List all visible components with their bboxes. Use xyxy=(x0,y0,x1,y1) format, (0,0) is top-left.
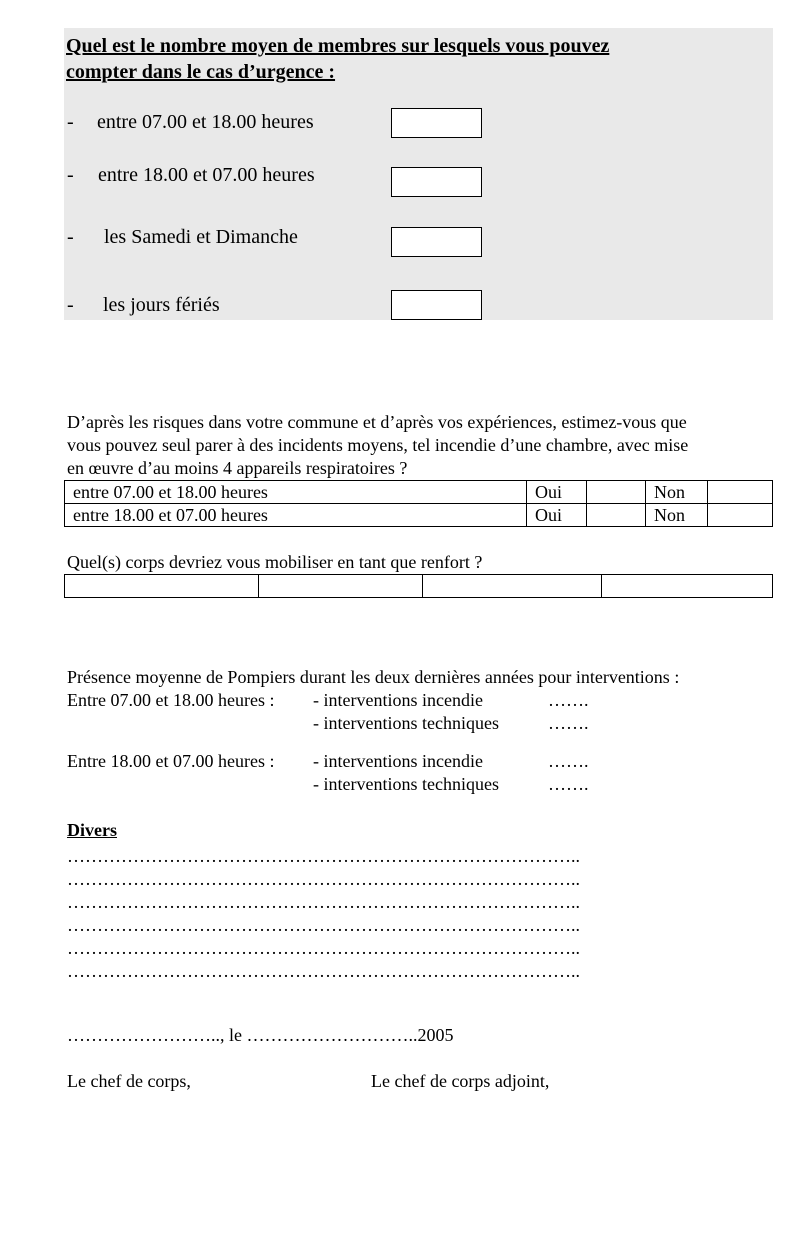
risk-question-line2: vous pouvez seul parer à des incidents moyens, tel incendie d’une chambre, avec mise xyxy=(67,435,689,455)
period-label-weekend: les Samedi et Dimanche xyxy=(104,226,298,248)
risk-question-line3: en œuvre d’au moins 4 appareils respiratoires ? xyxy=(67,458,408,478)
attendance-intro: Présence moyenne de Pompiers durant les deux dernières années pour interventions : xyxy=(67,667,680,687)
risk-answer-table xyxy=(64,480,773,527)
divers-line[interactable]: ………………………………………………………………………….. xyxy=(67,961,580,981)
yes-checkbox-cell[interactable] xyxy=(587,481,646,504)
period-cell: entre 18.00 et 07.00 heures xyxy=(65,504,527,527)
divers-heading: Divers xyxy=(67,820,117,840)
reinforcement-table xyxy=(64,574,773,598)
divers-line[interactable]: ………………………………………………………………………….. xyxy=(67,915,580,935)
divers-line[interactable]: ………………………………………………………………………….. xyxy=(67,869,580,889)
urgency-question-title-line2: compter dans le cas d’urgence : xyxy=(66,61,336,83)
reinforcement-question: Quel(s) corps devriez vous mobiliser en tant que renfort ? xyxy=(67,552,483,572)
technical-interventions-night-field[interactable]: ……. xyxy=(548,774,589,794)
reinforcement-cell[interactable] xyxy=(423,575,602,598)
table-row xyxy=(65,504,773,527)
period-cell: entre 07.00 et 18.00 heures xyxy=(65,481,527,504)
technical-interventions-label: - interventions techniques xyxy=(313,774,499,794)
members-day-input[interactable] xyxy=(391,108,482,138)
yes-checkbox-cell[interactable] xyxy=(587,504,646,527)
list-dash: - xyxy=(67,294,74,316)
list-dash: - xyxy=(67,164,74,186)
fire-interventions-day-field[interactable]: ……. xyxy=(548,690,589,710)
risk-question-line1: D’après les risques dans votre commune et d’après vos expériences, estimez-vous que xyxy=(67,412,687,432)
members-holidays-input[interactable] xyxy=(391,290,482,320)
list-dash: - xyxy=(67,111,74,133)
urgency-question-title-line1: Quel est le nombre moyen de membres sur lesquels vous pouvez xyxy=(66,35,610,57)
technical-interventions-label: - interventions techniques xyxy=(313,713,499,733)
members-night-input[interactable] xyxy=(391,167,482,197)
no-label-cell: Non xyxy=(646,504,708,527)
reinforcement-cell[interactable] xyxy=(259,575,423,598)
reinforcement-cell[interactable] xyxy=(65,575,259,598)
divers-line[interactable]: ………………………………………………………………………….. xyxy=(67,938,580,958)
fire-interventions-label: - interventions incendie xyxy=(313,690,483,710)
period-label-night: entre 18.00 et 07.00 heures xyxy=(98,164,315,186)
list-dash: - xyxy=(67,226,74,248)
no-checkbox-cell[interactable] xyxy=(708,481,773,504)
divers-line[interactable]: ………………………………………………………………………….. xyxy=(67,892,580,912)
fire-interventions-label: - interventions incendie xyxy=(313,751,483,771)
yes-label-cell: Oui xyxy=(527,481,587,504)
period-label-day: entre 07.00 et 18.00 heures xyxy=(97,111,314,133)
reinforcement-cell[interactable] xyxy=(602,575,773,598)
fire-interventions-night-field[interactable]: ……. xyxy=(548,751,589,771)
attendance-period-day: Entre 07.00 et 18.00 heures : xyxy=(67,690,275,710)
place-date-line[interactable]: …………………….., le ………………………..2005 xyxy=(67,1025,454,1045)
chef-de-corps-signature: Le chef de corps, xyxy=(67,1071,191,1091)
table-row xyxy=(65,575,773,598)
no-label-cell: Non xyxy=(646,481,708,504)
yes-label-cell: Oui xyxy=(527,504,587,527)
attendance-period-night: Entre 18.00 et 07.00 heures : xyxy=(67,751,275,771)
table-row xyxy=(65,481,773,504)
period-label-holidays: les jours fériés xyxy=(103,294,220,316)
chef-de-corps-adjoint-signature: Le chef de corps adjoint, xyxy=(371,1071,550,1091)
divers-line[interactable]: ………………………………………………………………………….. xyxy=(67,846,580,866)
no-checkbox-cell[interactable] xyxy=(708,504,773,527)
members-weekend-input[interactable] xyxy=(391,227,482,257)
technical-interventions-day-field[interactable]: ……. xyxy=(548,713,589,733)
